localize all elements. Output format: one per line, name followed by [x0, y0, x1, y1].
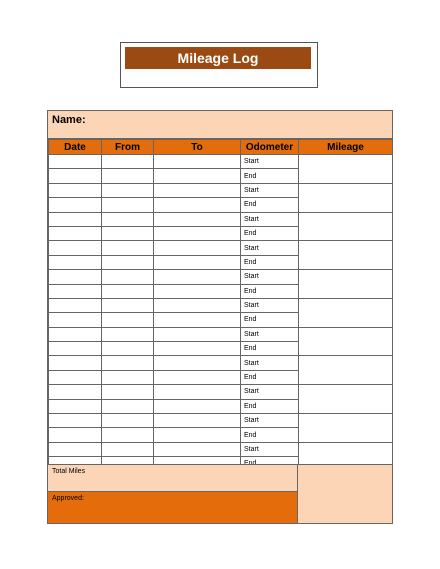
from-cell[interactable]	[102, 198, 154, 212]
odometer-end-cell[interactable]: End	[241, 370, 299, 384]
title-box	[120, 42, 318, 88]
date-cell[interactable]	[49, 255, 102, 269]
mileage-cell[interactable]	[299, 241, 393, 270]
date-cell[interactable]	[49, 155, 102, 169]
date-cell[interactable]	[49, 270, 102, 284]
odometer-start-cell[interactable]: Start	[241, 385, 299, 399]
odometer-start-cell[interactable]: Start	[241, 155, 299, 169]
date-cell[interactable]	[49, 385, 102, 399]
to-cell[interactable]	[154, 399, 241, 413]
date-cell[interactable]	[49, 327, 102, 341]
from-cell[interactable]	[102, 183, 154, 197]
from-cell[interactable]	[102, 442, 154, 456]
date-cell[interactable]	[49, 313, 102, 327]
mileage-log-sheet	[47, 110, 393, 524]
odometer-end-cell[interactable]: End	[241, 313, 299, 327]
table-row	[49, 155, 393, 169]
from-cell[interactable]	[102, 342, 154, 356]
from-cell[interactable]	[102, 356, 154, 370]
to-cell[interactable]	[154, 298, 241, 312]
column-header-to: To	[154, 140, 241, 155]
to-cell[interactable]	[154, 226, 241, 240]
mileage-cell[interactable]	[299, 327, 393, 356]
from-cell[interactable]	[102, 399, 154, 413]
odometer-end-cell[interactable]: End	[241, 198, 299, 212]
date-cell[interactable]	[49, 399, 102, 413]
odometer-end-cell[interactable]: End	[241, 428, 299, 442]
date-cell[interactable]	[49, 241, 102, 255]
odometer-start-cell[interactable]: Start	[241, 183, 299, 197]
column-header-odometer: Odometer	[241, 140, 299, 155]
table-row	[49, 385, 393, 399]
date-cell[interactable]	[49, 414, 102, 428]
table-row	[49, 327, 393, 341]
date-cell[interactable]	[49, 356, 102, 370]
date-cell[interactable]	[49, 284, 102, 298]
odometer-start-cell[interactable]: Start	[241, 414, 299, 428]
total-miles-label: Total Miles	[52, 468, 86, 475]
to-cell[interactable]	[154, 212, 241, 226]
from-cell[interactable]	[102, 385, 154, 399]
from-cell[interactable]	[102, 255, 154, 269]
from-cell[interactable]	[102, 169, 154, 183]
from-cell[interactable]	[102, 327, 154, 341]
date-cell[interactable]	[49, 370, 102, 384]
odometer-end-cell[interactable]: End	[241, 169, 299, 183]
date-cell[interactable]	[49, 442, 102, 456]
to-cell[interactable]	[154, 241, 241, 255]
column-header-mileage: Mileage	[299, 140, 393, 155]
mileage-cell[interactable]	[299, 356, 393, 385]
table-row	[49, 298, 393, 312]
to-cell[interactable]	[154, 356, 241, 370]
total-miles-cell[interactable]	[48, 464, 298, 491]
date-cell[interactable]	[49, 428, 102, 442]
date-cell[interactable]	[49, 298, 102, 312]
odometer-start-cell[interactable]: Start	[241, 298, 299, 312]
odometer-end-cell[interactable]: End	[241, 399, 299, 413]
from-cell[interactable]	[102, 226, 154, 240]
mileage-cell[interactable]	[299, 183, 393, 212]
from-cell[interactable]	[102, 414, 154, 428]
to-cell[interactable]	[154, 313, 241, 327]
table-row	[49, 212, 393, 226]
from-cell[interactable]	[102, 241, 154, 255]
from-cell[interactable]	[102, 270, 154, 284]
to-cell[interactable]	[154, 169, 241, 183]
from-cell[interactable]	[102, 428, 154, 442]
approved-cell[interactable]	[48, 491, 298, 523]
column-header-date: Date	[49, 140, 102, 155]
table-row	[49, 442, 393, 456]
table-row	[49, 270, 393, 284]
from-cell[interactable]	[102, 370, 154, 384]
from-cell[interactable]	[102, 284, 154, 298]
to-cell[interactable]	[154, 183, 241, 197]
name-label: Name:	[52, 114, 86, 126]
total-mileage-cell[interactable]	[298, 464, 392, 523]
mileage-cell[interactable]	[299, 385, 393, 414]
to-cell[interactable]	[154, 414, 241, 428]
odometer-start-cell[interactable]: Start	[241, 327, 299, 341]
to-cell[interactable]	[154, 342, 241, 356]
header-row	[49, 140, 393, 155]
date-cell[interactable]	[49, 183, 102, 197]
mileage-cell[interactable]	[299, 298, 393, 327]
date-cell[interactable]	[49, 212, 102, 226]
from-cell[interactable]	[102, 313, 154, 327]
odometer-start-cell[interactable]: Start	[241, 212, 299, 226]
to-cell[interactable]	[154, 255, 241, 269]
mileage-cell[interactable]	[299, 414, 393, 443]
mileage-cell[interactable]	[299, 212, 393, 241]
from-cell[interactable]	[102, 212, 154, 226]
from-cell[interactable]	[102, 155, 154, 169]
document-title: Mileage Log	[125, 47, 311, 69]
odometer-start-cell[interactable]: Start	[241, 270, 299, 284]
table-row	[49, 356, 393, 370]
odometer-end-cell[interactable]: End	[241, 226, 299, 240]
to-cell[interactable]	[154, 284, 241, 298]
odometer-start-cell[interactable]: Start	[241, 442, 299, 456]
odometer-end-cell[interactable]: End	[241, 342, 299, 356]
approved-label: Approved:	[52, 495, 84, 502]
to-cell[interactable]	[154, 370, 241, 384]
mileage-cell[interactable]	[299, 155, 393, 184]
mileage-cell[interactable]	[299, 270, 393, 299]
date-cell[interactable]	[49, 198, 102, 212]
column-header-from: From	[102, 140, 154, 155]
odometer-start-cell[interactable]: Start	[241, 241, 299, 255]
date-cell[interactable]	[49, 226, 102, 240]
mileage-table	[48, 139, 393, 472]
name-field[interactable]	[48, 111, 392, 139]
date-cell[interactable]	[49, 342, 102, 356]
to-cell[interactable]	[154, 428, 241, 442]
date-cell[interactable]	[49, 169, 102, 183]
to-cell[interactable]	[154, 270, 241, 284]
table-row	[49, 241, 393, 255]
to-cell[interactable]	[154, 385, 241, 399]
to-cell[interactable]	[154, 442, 241, 456]
odometer-end-cell[interactable]: End	[241, 255, 299, 269]
odometer-end-cell[interactable]: End	[241, 284, 299, 298]
to-cell[interactable]	[154, 327, 241, 341]
table-row	[49, 183, 393, 197]
to-cell[interactable]	[154, 198, 241, 212]
to-cell[interactable]	[154, 155, 241, 169]
odometer-start-cell[interactable]: Start	[241, 356, 299, 370]
from-cell[interactable]	[102, 298, 154, 312]
table-row	[49, 414, 393, 428]
